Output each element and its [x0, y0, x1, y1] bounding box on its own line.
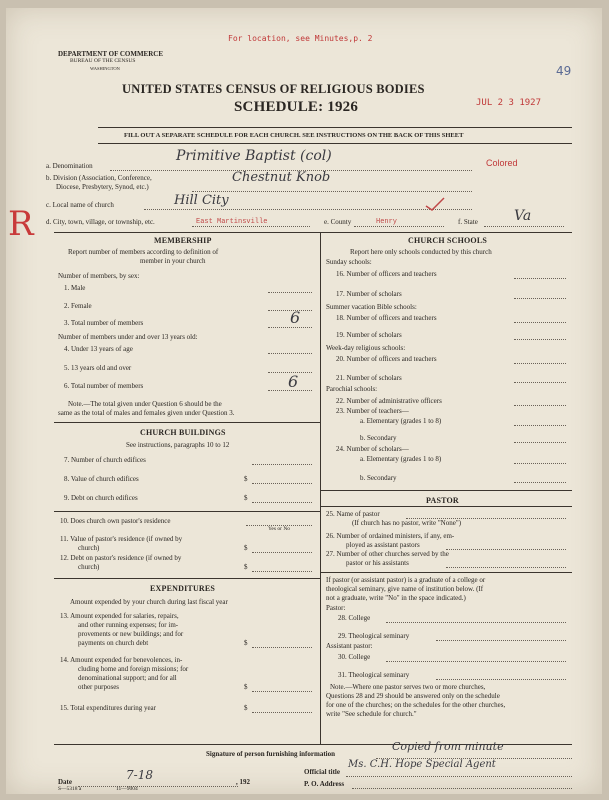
members-by-age-label: Number of members under and over 13 years old: [58, 333, 198, 341]
graduate-intro-3: not a graduate, write "No" in the space indicated.) [326, 594, 466, 602]
q26-label-2: ployed as assistant pastors [346, 541, 420, 549]
q13-line-3: provements or new buildings; and for [78, 630, 184, 638]
graduate-intro-1: If pastor (or assistant pastor) is a graduate of a college or [326, 576, 486, 584]
expenditures-intro: Amount expended by your church during last fiscal year [70, 598, 228, 606]
official-title-value[interactable]: Ms. C.H. Hope Special Agent [348, 759, 496, 770]
division-label-line1: b. Division (Association, Conference, [46, 174, 152, 182]
q19-label: 19. Number of scholars [336, 331, 402, 339]
signature-label: Signature of person furnishing information [206, 750, 335, 758]
yes-no-hint: Yes or No [268, 526, 291, 532]
expenditures-title: EXPENDITURES [150, 584, 216, 593]
q12-dollar: $ [244, 563, 248, 571]
church-schools-title: CHURCH SCHOOLS [408, 236, 488, 245]
margin-r-mark: R [8, 204, 34, 244]
city-name: WASHINGTON [90, 66, 120, 71]
form-number: S—5318 a [58, 786, 82, 792]
q18-label: 18. Number of officers and teachers [336, 314, 437, 322]
census-schedule-sheet [6, 8, 602, 794]
q12-residence-debt-label-1: 12. Debt on pastor's residence (if owned by [60, 554, 182, 562]
po-address-label: P. O. Address [304, 780, 345, 788]
membership-note-2: same as the total of males and females given under Question 3. [58, 409, 235, 417]
q21-label: 21. Number of scholars [336, 374, 402, 382]
church-schools-intro: Report here only schools conducted by this church [350, 248, 492, 256]
membership-title: MEMBERSHIP [154, 236, 212, 245]
department-name: DEPARTMENT OF COMMERCE [58, 50, 164, 58]
q5-over13-label: 5. 13 years old and over [64, 364, 132, 372]
date-value[interactable]: 7-18 [126, 768, 153, 782]
q24b-label: b. Secondary [360, 474, 397, 482]
graduate-intro-2: theological seminary, give name of institution below. (If [326, 585, 484, 593]
pastor-note-2: Questions 28 and 29 should be answered only on the schedule [326, 692, 500, 700]
q12-residence-debt-label-2: church) [78, 563, 100, 571]
q29-label: 29. Theological seminary [338, 632, 410, 640]
pastor-title: PASTOR [426, 496, 459, 505]
colored-stamp: Colored [486, 158, 518, 168]
q6-total-value[interactable]: 6 [288, 372, 299, 391]
pastor-note-3: for one of the churches; on the schedules for the other churches, [326, 701, 506, 709]
q25-hint: (If church has no pastor, write "None") [352, 519, 462, 527]
q1-male-label: 1. Male [64, 284, 86, 292]
q27-label-2: pastor or his assistants [346, 559, 409, 567]
denomination-value[interactable]: Primitive Baptist (col) [176, 148, 332, 164]
q28-label: 28. College [338, 614, 371, 622]
q24-label: 24. Number of scholars— [336, 445, 409, 453]
q6-total-label: 6. Total number of members [64, 382, 144, 390]
assistant-pastor-subhead: Assistant pastor: [326, 642, 373, 650]
county-label: e. County [324, 218, 352, 226]
check-mark-icon [424, 196, 446, 212]
official-title-label: Official title [304, 768, 340, 776]
church-buildings-title: CHURCH BUILDINGS [140, 428, 226, 437]
church-buildings-intro: See instructions, paragraphs 10 to 12 [126, 441, 230, 449]
membership-intro-2: member in your church [140, 257, 206, 265]
parochial-schools-label: Parochial schools: [326, 385, 378, 393]
date-year: , 192 [236, 778, 250, 786]
q9-debt-label: 9. Debt on church edifices [64, 494, 138, 502]
q3-total-value[interactable]: 6 [290, 308, 301, 327]
state-label: f. State [458, 218, 478, 226]
city-value[interactable]: East Martinsville [196, 218, 268, 226]
q26-label-1: 26. Number of ordained ministers, if any, em- [326, 532, 455, 540]
q13-line-4: payments on church debt [78, 639, 149, 647]
q2-female-label: 2. Female [64, 302, 92, 310]
schedule-number: 49 [556, 64, 572, 78]
q14-line-2: cluding home and foreign missions; for [78, 665, 189, 673]
q25-label: 25. Name of pastor [326, 510, 380, 518]
q24a-label: a. Elementary (grades 1 to 8) [360, 455, 442, 463]
q23a-label: a. Elementary (grades 1 to 8) [360, 417, 442, 425]
summer-schools-label: Summer vacation Bible schools: [326, 303, 417, 311]
q30-label: 30. College [338, 653, 371, 661]
q10-owns-residence-label: 10. Does church own pastor's residence [60, 517, 171, 525]
pastor-note-4: write "See schedule for church." [326, 710, 417, 718]
q23b-label: b. Secondary [360, 434, 397, 442]
q13-line-2: and other running expenses; for im- [78, 621, 179, 629]
q13-dollar: $ [244, 639, 248, 647]
date-label: Date [58, 778, 72, 786]
local-name-value[interactable]: Hill City [174, 193, 229, 208]
membership-intro-1: Report number of members according to definition of [68, 248, 219, 256]
membership-note-1: Note.—The total given under Question 6 should be the [68, 400, 222, 408]
q14-dollar: $ [244, 683, 248, 691]
q27-label-1: 27. Number of other churches served by the [326, 550, 449, 558]
denomination-label: a. Denomination [46, 162, 93, 170]
form-title: UNITED STATES CENSUS OF RELIGIOUS BODIES [122, 82, 425, 96]
q3-total-label: 3. Total number of members [64, 319, 144, 327]
q22-label: 22. Number of administrative officers [336, 397, 442, 405]
q14-line-3: denominational support; and for all [78, 674, 177, 682]
city-label: d. City, town, village, or township, etc. [46, 218, 155, 226]
q23-label: 23. Number of teachers— [336, 407, 409, 415]
received-date-stamp: JUL 2 3 1927 [476, 98, 542, 108]
division-label-line2: Diocese, Presbytery, Synod, etc.) [56, 183, 149, 191]
division-value[interactable]: Chestnut Knob [232, 170, 331, 185]
q14-line-4: other purposes [78, 683, 120, 691]
schedule-year: SCHEDULE: 1926 [234, 99, 359, 115]
weekday-schools-label: Week-day religious schools: [326, 344, 406, 352]
members-by-sex-label: Number of members, by sex: [58, 272, 140, 280]
q15-dollar: $ [244, 704, 248, 712]
pastor-note-1: Note.—Where one pastor serves two or more churches, [330, 683, 486, 691]
q9-dollar: $ [244, 494, 248, 502]
location-note-stamp: For location, see Minutes,p. 2 [228, 34, 373, 43]
print-number: 11—9004 [116, 786, 138, 792]
q13-line-1: 13. Amount expended for salaries, repairs, [60, 612, 179, 620]
q31-label: 31. Theological seminary [338, 671, 410, 679]
county-value[interactable]: Henry [376, 218, 398, 226]
q15-total-label: 15. Total expenditures during year [60, 704, 156, 712]
state-value[interactable]: Va [514, 208, 532, 224]
local-name-label: c. Local name of church [46, 201, 114, 209]
sunday-schools-label: Sunday schools: [326, 258, 372, 266]
signature-value[interactable]: Copied from minute [392, 740, 504, 753]
pastor-subhead: Pastor: [326, 604, 346, 612]
q8-dollar: $ [244, 475, 248, 483]
q16-label: 16. Number of officers and teachers [336, 270, 437, 278]
q11-dollar: $ [244, 544, 248, 552]
bureau-name: BUREAU OF THE CENSUS [70, 58, 136, 64]
q11-residence-value-label-2: church) [78, 544, 100, 552]
q20-label: 20. Number of officers and teachers [336, 355, 437, 363]
q8-value-label: 8. Value of church edifices [64, 475, 139, 483]
q17-label: 17. Number of scholars [336, 290, 402, 298]
q7-edifices-label: 7. Number of church edifices [64, 456, 146, 464]
q14-line-1: 14. Amount expended for benevolences, in- [60, 656, 183, 664]
q11-residence-value-label-1: 11. Value of pastor's residence (if owned by [60, 535, 183, 543]
q4-under13-label: 4. Under 13 years of age [64, 345, 133, 353]
instruction-banner: FILL OUT A SEPARATE SCHEDULE FOR EACH CHURCH. SEE INSTRUCTIONS ON THE BACK OF THIS SHEET [124, 132, 464, 139]
